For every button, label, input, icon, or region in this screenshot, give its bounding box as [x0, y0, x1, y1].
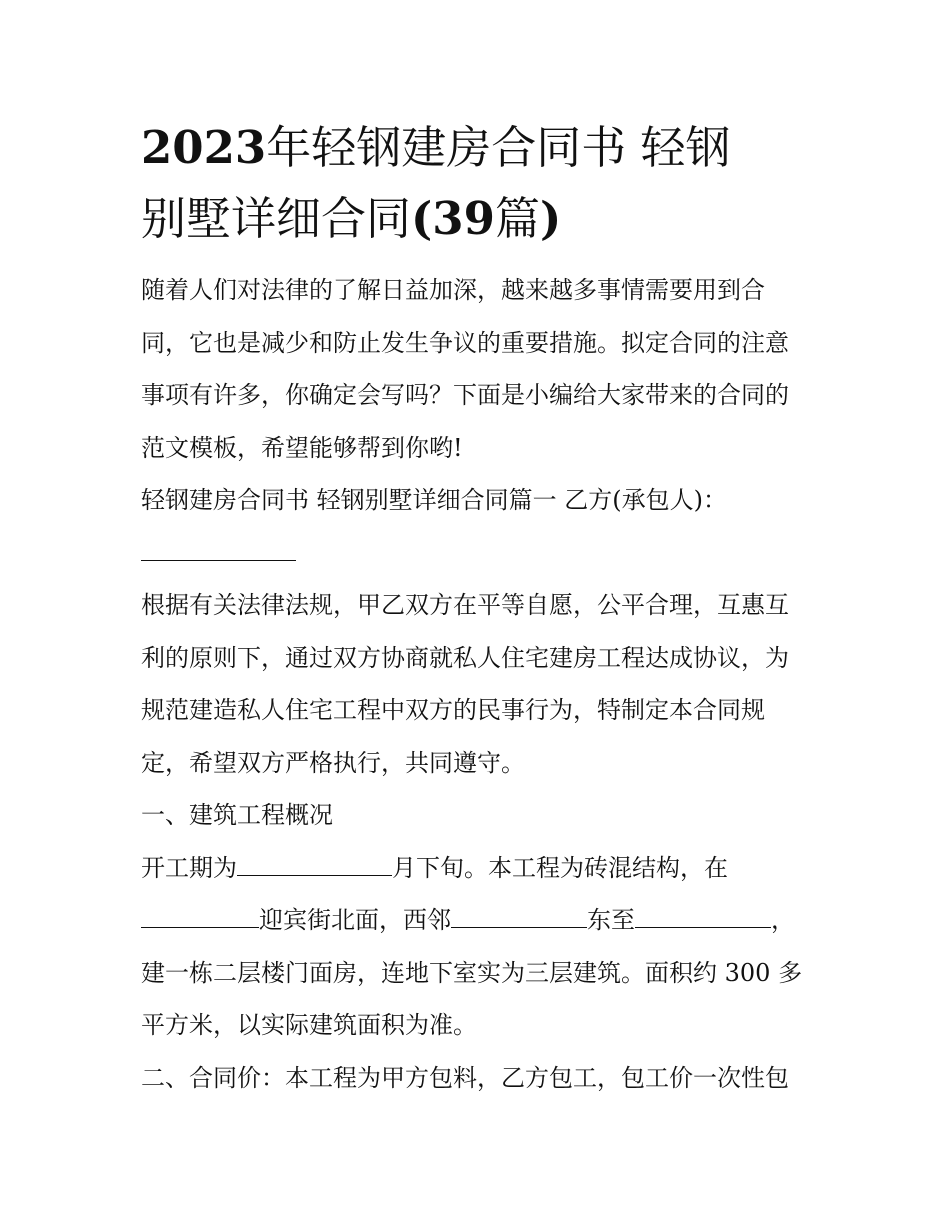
intro-line: 同，它也是减少和防止发生争议的重要措施。拟定合同的注意: [141, 328, 789, 357]
contractor-name-blank: [141, 530, 296, 561]
contract-heading-text: 轻钢建房合同书 轻钢别墅详细合同篇一 乙方(承包人)：: [141, 486, 727, 514]
start-date-blank: [237, 845, 392, 876]
document-page: [141, 112, 821, 1104]
preamble-line: 定，希望双方严格执行，共同遵守。: [141, 748, 525, 777]
intro-line: 随着人们对法律的了解日益加深，越来越多事情需要用到合: [141, 276, 765, 304]
west-neighbor-blank: [451, 897, 587, 928]
contract-heading: [141, 474, 821, 579]
title-line-1: [141, 112, 821, 183]
intro-line: 范文模板，希望能够帮到你哟!: [141, 433, 463, 462]
title-line-1-text: 年轻钢建房合同书 轻钢: [266, 121, 731, 174]
document-title: [141, 112, 821, 254]
preamble-line: 利的原则下，通过双方协商就私人住宅建房工程达成协议，为: [141, 643, 789, 672]
title-count-unit: 篇: [494, 192, 540, 245]
preamble-paragraph: [141, 579, 821, 789]
preamble-line: 规范建造私人住宅工程中双方的民事行为，特制定本合同规: [141, 696, 765, 724]
location-blank: [141, 897, 259, 928]
section-2: [141, 1052, 821, 1105]
intro-line: 事项有许多，你确定会写吗？下面是小编给大家带来的合同的: [141, 381, 789, 409]
intro-paragraph: [141, 264, 821, 474]
preamble-line: 根据有关法律法规，甲乙双方在平等自愿，公平合理，互惠互: [141, 591, 789, 619]
title-year: 2023: [141, 121, 267, 174]
start-date-line: [141, 842, 821, 895]
location-mid-2: 东至: [587, 906, 635, 934]
section-1: [141, 789, 821, 1052]
contractor-blank-line: [141, 527, 821, 580]
start-date-suffix: 月下旬。本工程为砖混结构，在: [392, 853, 728, 882]
location-line: [141, 894, 821, 947]
location-end: ，: [771, 906, 795, 934]
section-2-first-line: 二、合同价：本工程为甲方包料，乙方包工，包工价一次性包: [141, 1063, 789, 1092]
start-date-prefix: 开工期为: [141, 853, 237, 882]
building-desc-line: 建一栋二层楼门面房，连地下室实为三层建筑。面积约 300 多: [141, 958, 803, 987]
location-mid-1: 迎宾街北面，西邻: [259, 906, 451, 934]
building-desc-line: 平方米，以实际建筑面积为准。: [141, 1011, 477, 1039]
title-line-2-text: 别墅详细合同: [141, 192, 412, 245]
section-1-heading: 一、建筑工程概况: [141, 801, 333, 829]
east-boundary-blank: [635, 897, 771, 928]
title-count: (39: [411, 192, 495, 245]
title-line-2: [141, 183, 821, 254]
title-close-paren: ): [539, 192, 562, 245]
